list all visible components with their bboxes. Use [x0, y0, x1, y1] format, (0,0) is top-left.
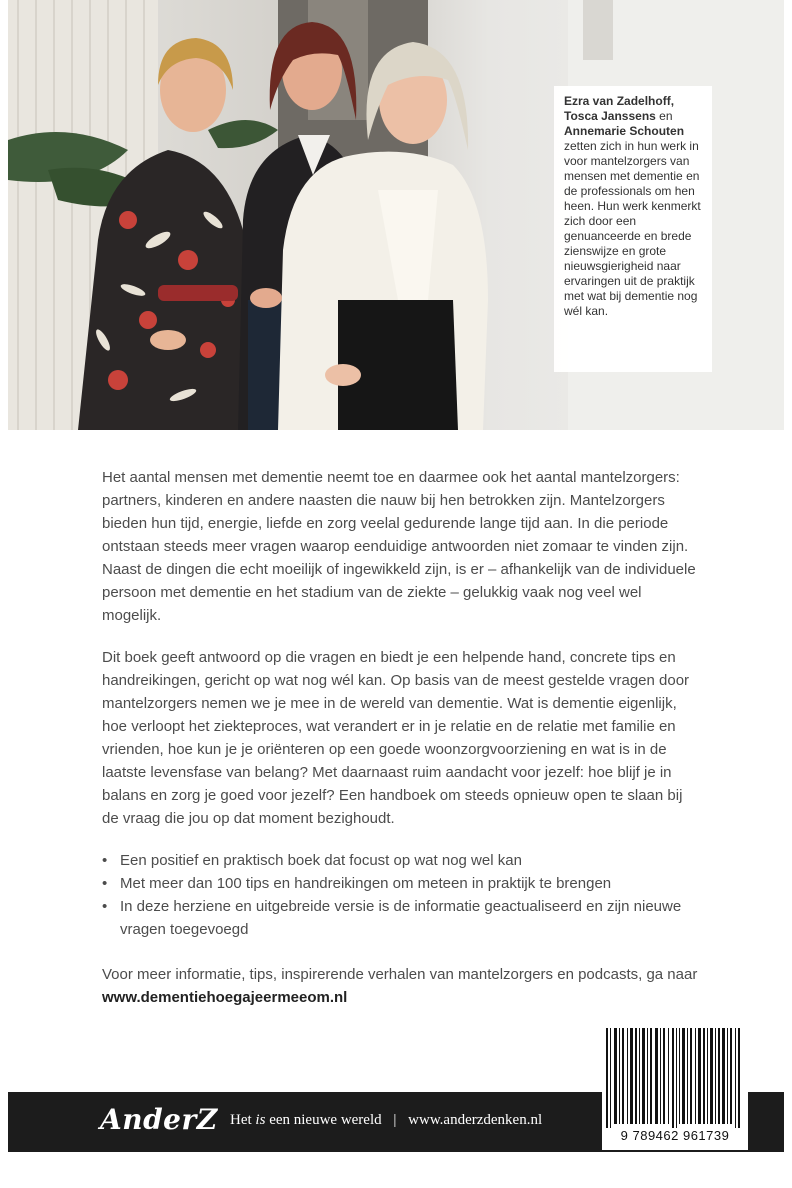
tagline-emphasis: is: [255, 1112, 266, 1128]
caption-conjunction: en: [659, 109, 673, 123]
publisher-website[interactable]: www.anderzdenken.nl: [408, 1112, 543, 1128]
more-info-text: Voor meer informatie, tips, inspirerende verhalen van mantelzorgers en podcasts, ga naar: [102, 966, 698, 983]
author-name-2: Tosca Janssens: [564, 109, 656, 123]
website-link[interactable]: www.dementiehoegajeermeeom.nl: [102, 989, 348, 1006]
blurb-paragraph-2: Dit boek geeft antwoord op die vragen en biedt je een helpende hand, concrete tips en handreikingen, gericht op wat nog wél kan. Op basis van de meest gestelde vragen door mantelzorgers nemen we je mee in de wereld van dementie. Wat is dementie eigenlijk, hoe verloopt het ziekteproces, wat verandert er in je relatie en de relatie met familie en vrienden, hoe kun je je oriënteren op een goede woonzorgvoorziening en wat is in de laatste levensfase van belang? Met daarnaast ruim aandacht voor jezelf: hoe blijf je in balans en zorg je goed voor jezelf? Een handboek om steeds opnieuw open te slaan bij de vraag die jou op dat moment bezighoudt.: [102, 649, 690, 827]
author-name-1: Ezra van Zadelhoff: [564, 94, 671, 108]
blurb-paragraph-1: Het aantal mensen met dementie neemt toe en daarmee ook het aantal mantelzorgers: partners, kinderen en andere naasten die nauw bij hen betrokken zijn. Mantelzorgers bieden hun tijd, energie, liefde en zorg veelal gedurende lange tijd aan. In die periode ontstaan steeds meer vragen waarop eenduidige antwoorden niet zomaar te vinden zijn. Naast de dingen die echt moeilijk of ingewikkeld zijn, is er – afhankelijk van de individuele persoon met dementie en het stadium van de ziekte – gelukkig vaak nog veel wel mogelijk.: [102, 469, 696, 624]
feature-list-item: • Een positief en praktisch boek dat focust op wat nog wel kan: [102, 849, 702, 872]
author-name-3: Annemarie Schouten: [564, 124, 685, 138]
tagline-end: een nieuwe wereld: [269, 1112, 382, 1128]
feature-list: [102, 849, 702, 941]
author-caption: [554, 86, 712, 372]
isbn-barcode: [602, 1022, 748, 1150]
more-info-paragraph: [102, 963, 702, 1009]
publisher-tagline: [230, 1112, 542, 1129]
blurb-section: [102, 466, 702, 1028]
isbn-number: 9 789462 961739: [620, 1128, 730, 1143]
feature-list-item: • Met meer dan 100 tips en handreikingen om meteen in praktijk te brengen: [102, 872, 702, 895]
caption-comma: ,: [670, 94, 675, 108]
feature-list-item: • In deze herziene en uitgebreide versie is de informatie geactualiseerd en zijn nieuwe vragen toegevoegd: [102, 895, 702, 941]
publisher-logo: AnderZ: [100, 1103, 218, 1136]
author-bio-text: zetten zich in hun werk in voor mantelzorgers van mensen met dementie en de professionals om hen heen. Hun werk kenmerkt zich door een genuanceerde en brede zienswijze en grote nieuwsgierigheid naar ervaringen uit de praktijk met wat bij dementie nog wél kan.: [564, 139, 701, 318]
barcode-bars: [606, 1028, 744, 1128]
tagline-start: Het: [230, 1112, 252, 1128]
tagline-separator: |: [393, 1112, 397, 1128]
book-back-cover: [8, 0, 784, 1160]
author-photo: [8, 0, 784, 430]
